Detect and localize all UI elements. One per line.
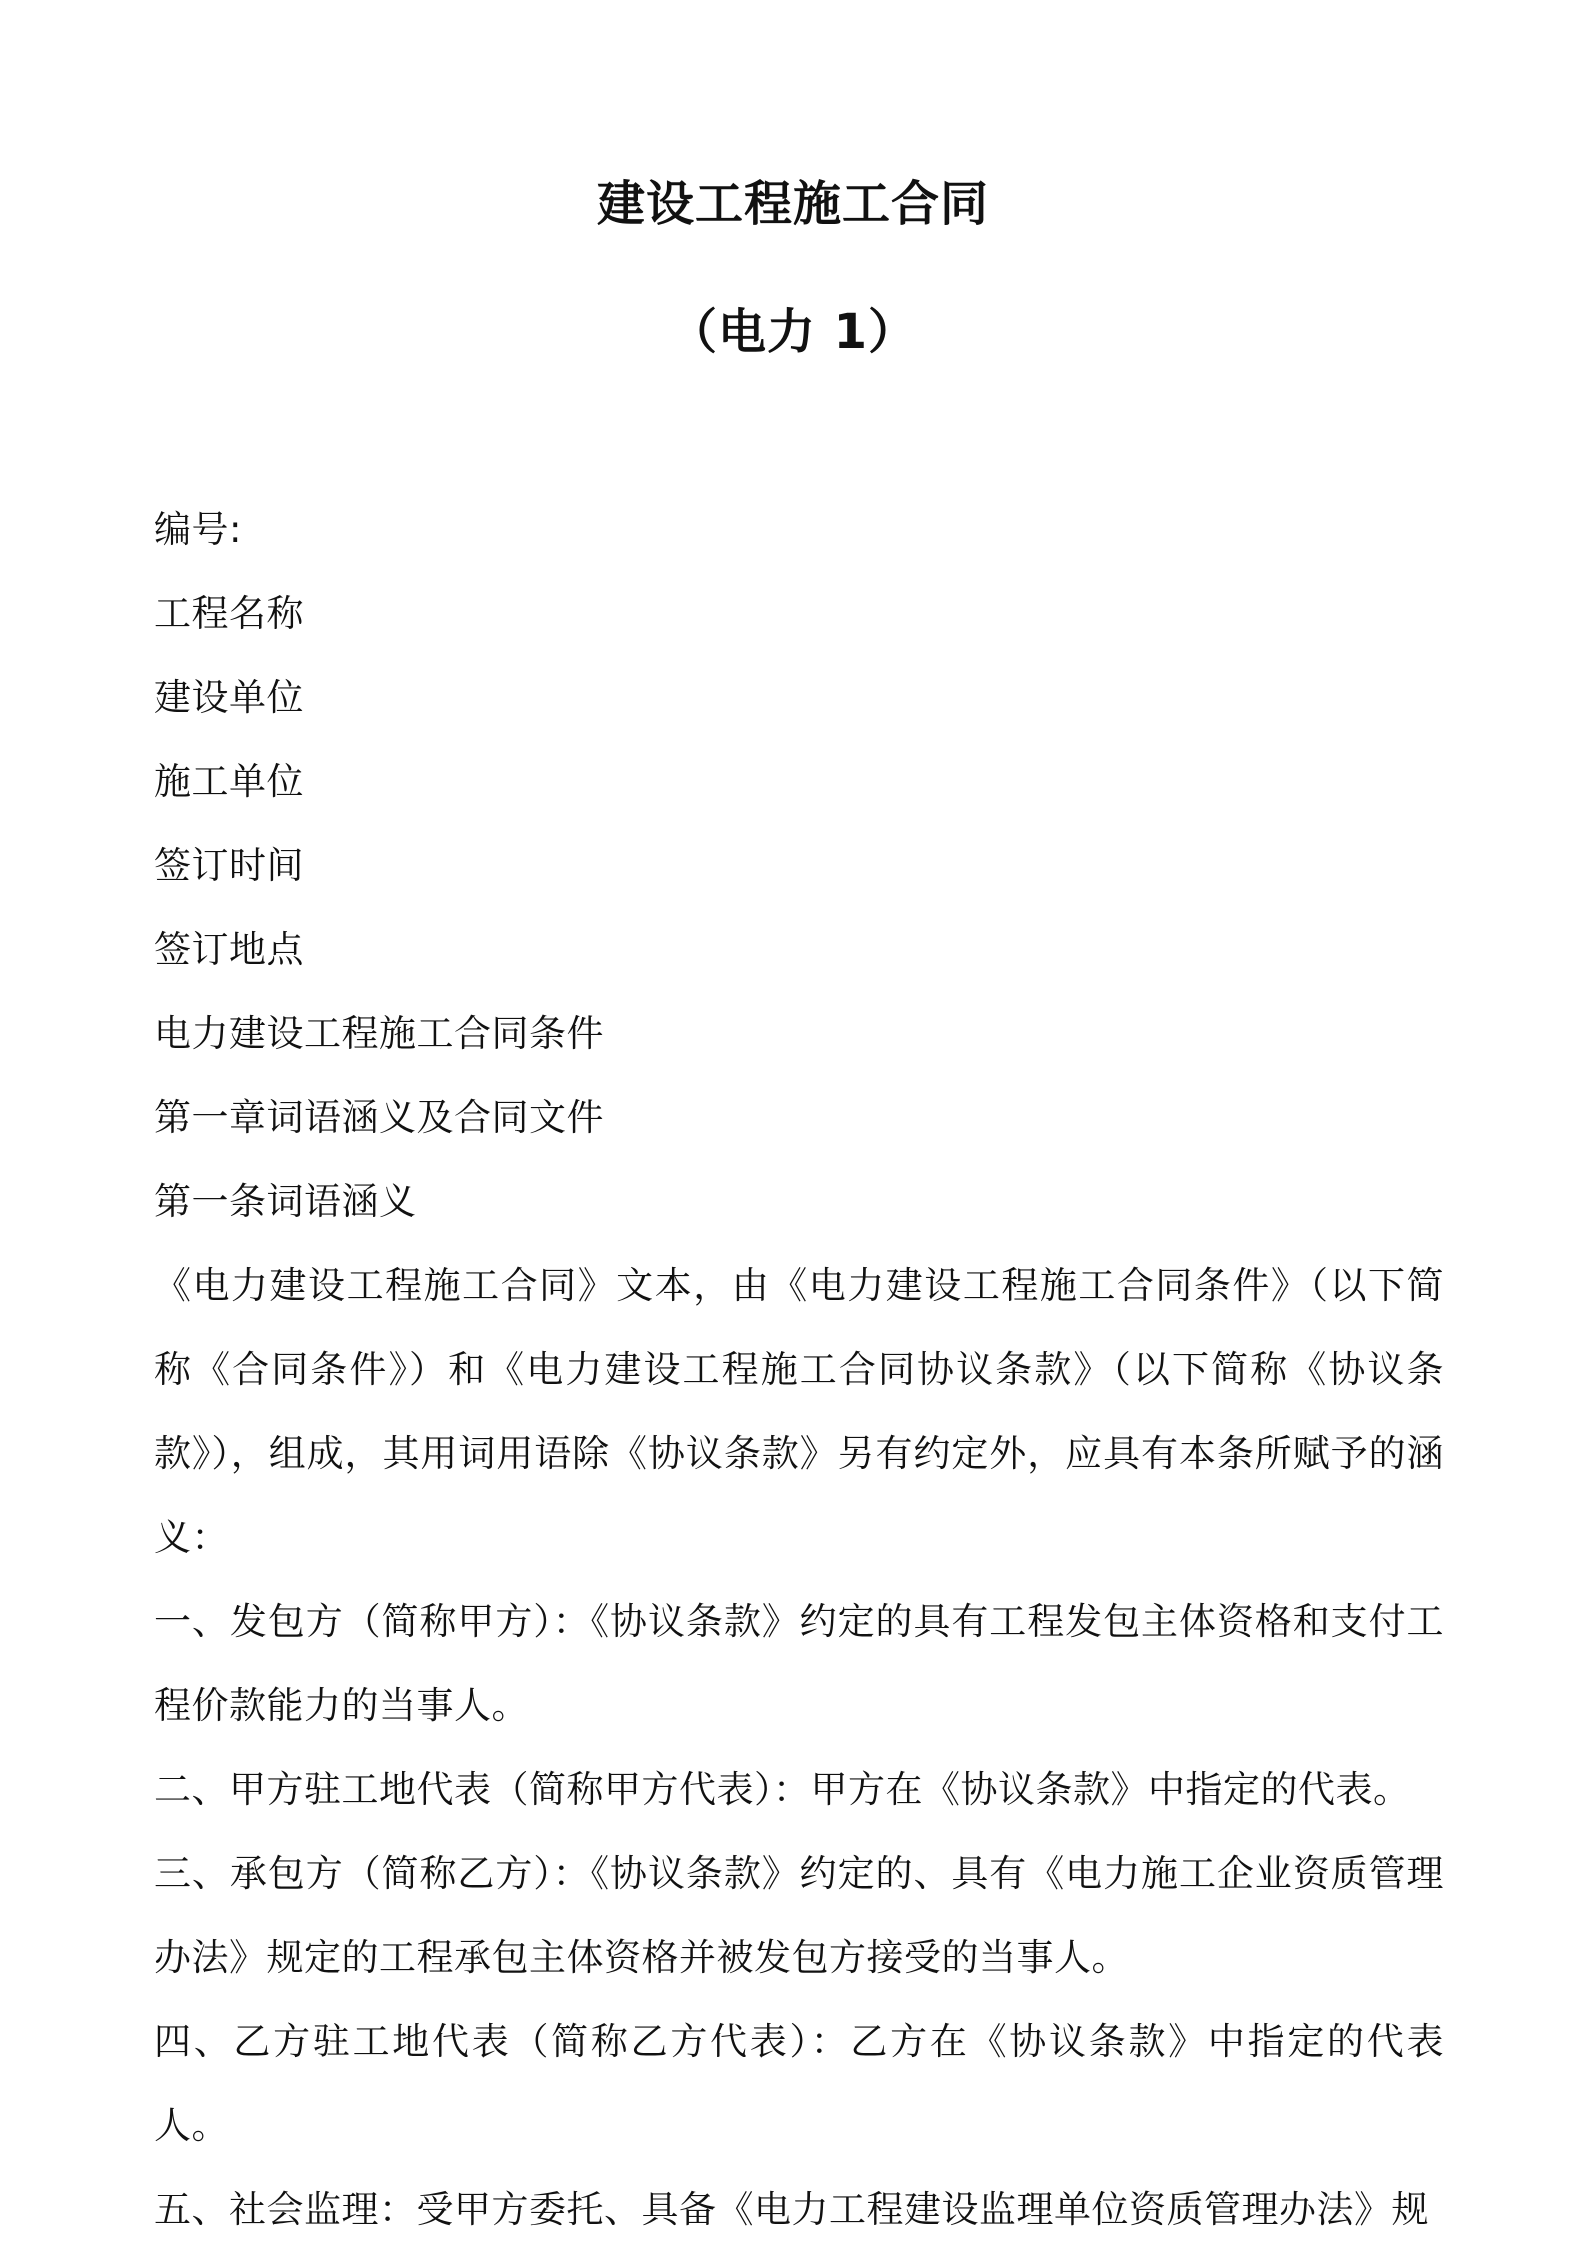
field-project-name: 工程名称	[154, 592, 304, 635]
definition-paragraph: 四、乙方驻工地代表（简称乙方代表）：乙方在《协议条款》中指定的代表人。	[154, 2020, 1444, 2147]
article-title: 第一条词语涵义	[154, 1180, 417, 1223]
intro-paragraph: 《电力建设工程施工合同》文本，由《电力建设工程施工合同条件》（以下简称《合同条件》）和《电力建设工程施工合同协议条款》（以下简称《协议条款》），组成，其用词用语除《协议条款》另有约定外，应具有本条所赋予的涵义：	[154, 1264, 1444, 1559]
field-signing-place: 签订地点	[154, 928, 304, 971]
definition-paragraph: 三、承包方（简称乙方）：《协议条款》约定的、具有《电力施工企业资质管理办法》规定的工程承包主体资格并被发包方接受的当事人。	[154, 1852, 1444, 1979]
definition-paragraph: 二、甲方驻工地代表（简称甲方代表）：甲方在《协议条款》中指定的代表。	[154, 1768, 1411, 1811]
field-construction-unit: 建设单位	[154, 676, 304, 719]
document-body	[154, 488, 1444, 2252]
document-subtitle: （电力 1）	[668, 304, 918, 360]
field-signing-date: 签订时间	[154, 844, 304, 887]
field-contractor-unit: 施工单位	[154, 760, 304, 803]
field-contract-number: 编号:	[154, 508, 242, 551]
definition-paragraph: 五、社会监理：受甲方委托、具备《电力工程建设监理单位资质管理办法》规	[154, 2188, 1429, 2231]
document-title: 建设工程施工合同	[596, 176, 989, 232]
chapter-title: 第一章词语涵义及合同文件	[154, 1096, 604, 1139]
definition-paragraph: 一、发包方（简称甲方）：《协议条款》约定的具有工程发包主体资格和支付工程价款能力的当事人。	[154, 1600, 1444, 1727]
section-title: 电力建设工程施工合同条件	[154, 1012, 604, 1055]
